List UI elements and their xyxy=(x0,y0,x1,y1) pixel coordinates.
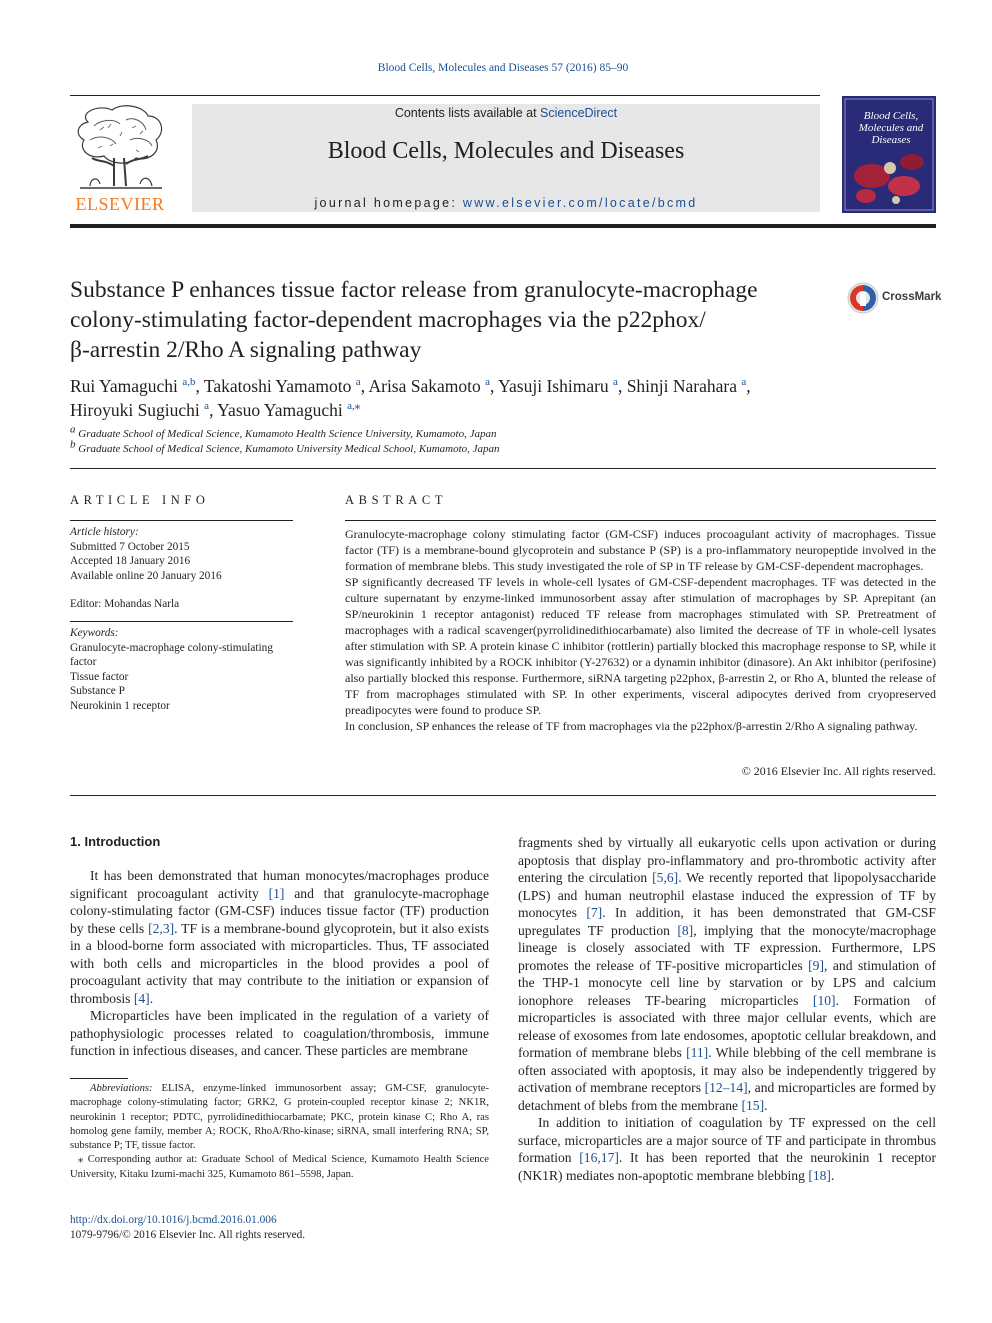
body-text: . Formation of microparticles is associated with three major cellular events, which are release of exosomes from late endosomes, apoptotic cellular breakdown, and formation of membrane blebs xyxy=(518,992,936,1060)
history-label: Article history: xyxy=(70,526,139,538)
reference-link[interactable]: [5,6] xyxy=(652,870,679,885)
history-submitted: Submitted 7 October 2015 xyxy=(70,540,190,553)
history-accepted: Accepted 18 January 2016 xyxy=(70,555,191,567)
body-text: . TF is a membrane-bound glycoprotein, but it also exists in a blood-borne form associated with microparticles. Thus, TF associated with both cells and microparticles in the blood provides a pool of procoagulant activity that may contribute to the initiation or expansion of thrombosis xyxy=(70,920,489,1006)
abstract-paragraph: In conclusion, SP enhances the release of TF from macrophages via the p22phox/β-arrestin 2/Rho A signaling pathway. xyxy=(345,719,918,733)
author[interactable]: Shinji Narahara $^a$, xyxy=(626,376,751,396)
body-text: . xyxy=(764,1097,768,1113)
reference-link[interactable]: [8] xyxy=(677,922,694,938)
author[interactable]: Rui Yamaguchi $^{a,b}$, xyxy=(70,376,204,396)
body-paragraph xyxy=(70,1007,489,1060)
editor: Editor: Mohandas Narla xyxy=(70,598,180,610)
abstract-paragraph: Granulocyte-macrophage colony stimulating factor (GM-CSF) induces procoagulant activity of macrophages. Tissue factor (TF) is a membrane-bound glycoprotein and substance P (SP) is a pro-inflammatory neuropeptide involved in the formation of membrane blebs. This study investigated the role of SP in TF release by GM-CSF-dependent macrophages. xyxy=(345,527,936,573)
article-title-line-2: colony-stimulating factor-dependent macrophages via the p22phox/ xyxy=(70,307,706,333)
abstract-heading: ABSTRACT xyxy=(345,493,448,507)
body-text: . It has been reported that the neurokinin 1 receptor (NK1R) mediates non-apoptotic membrane blebbing xyxy=(518,1150,936,1183)
body-text: . We recently reported that lipopolysaccharide (LPS) and human neutrophil elastase induced the expression of TF by monocytes xyxy=(518,870,936,920)
divider xyxy=(70,520,293,521)
body-text: . xyxy=(149,990,154,1006)
author[interactable]: Arisa Sakamoto $^a$, xyxy=(368,376,499,396)
reference-link[interactable]: [16,17] xyxy=(579,1150,619,1165)
keyword: Granulocyte-macrophage colony-stimulating xyxy=(70,641,273,654)
body-text: fragments shed by virtually all eukaryotic cells upon activation or during apoptosis that display pro-inflammatory and pro-thrombotic activity after entering the circulation xyxy=(518,835,936,885)
body-text: , and microparticles are formed by detachment of blebs from the membrane xyxy=(518,1080,936,1113)
reference-link[interactable]: [11] xyxy=(686,1045,709,1060)
reference-link[interactable]: [4] xyxy=(133,990,150,1006)
corresponding-footnote: ⁎ Corresponding author at: Graduate School of Medical Science, Kumamoto Health Science University, Kitaku Izumi-machi 325, Kumamoto 861–5598, Japan. xyxy=(70,1154,489,1180)
body-text: and that granulocyte-macrophage colony-stimulating factor (GM-CSF) induces tissue factor (TF) production by these cells xyxy=(70,885,489,936)
body-text: . In addition, it has been demonstrated that GM-CSF upregulates TF production xyxy=(518,905,936,938)
author[interactable]: Hiroyuki Sugiuchi $^a$, xyxy=(70,400,218,420)
author-list xyxy=(70,374,860,422)
cover-title: Blood Cells, Molecules and Diseases xyxy=(858,110,924,146)
reference-link[interactable]: [15] xyxy=(741,1097,765,1113)
reference-link[interactable]: [1] xyxy=(268,885,285,901)
footnotes xyxy=(70,1082,489,1182)
affiliation-a: $^a$ Graduate School of Medical Science, Kumamoto Health Science University, Kumamoto, Japan xyxy=(70,423,497,440)
article-info-heading: ARTICLE INFO xyxy=(70,493,210,507)
abstract-paragraph: SP significantly decreased TF levels in whole-cell lysates of GM-CSF-dependent macrophages. TF was detected in the culture supernatant by enzyme-linked immunosorbent assay after stimulation of macrophages by SP. Aprepitant (an SP/neurokinin 1 receptor antagonist) reduced TF release from macrophages stimulated with SP. Pretreatment of macrophages with a radical scavenger(pyrrolidinedithiocarbamate) also limited the decrease of TF in whole-cell lysates after stimulation with SP. A protein kinase C inhibitor (rottlerin) partially blocked this macrophage response to SP, while it was significantly inhibited by a ROCK inhibitor (Y-27632) or a dynamin inhibitor (dinasore). An Akt inhibitor (perifosine) also partially blocked this response. Furthermore, siRNA targeting p22phox, β-arrestin 2, or Rho A, blunted the release of TF from macrophages stimulated with SP. In other experiments, visceral adipocytes derived from cryopreserved preadipocytes were found to produce SP. xyxy=(345,575,936,717)
author[interactable]: Yasuo Yamaguchi $^{a,⁎}$ xyxy=(217,400,361,420)
reference-link[interactable]: [2,3] xyxy=(148,920,175,936)
contents-line xyxy=(192,106,820,120)
reference-link[interactable]: [7] xyxy=(586,905,603,920)
homepage-link[interactable]: www.elsevier.com/locate/bcmd xyxy=(462,196,698,210)
author[interactable]: Takatoshi Yamamoto $^a$, xyxy=(203,376,369,396)
body-column-right xyxy=(518,834,936,1184)
reference-link[interactable]: [18] xyxy=(808,1167,831,1183)
body-column-left xyxy=(70,867,489,1060)
body-text: In addition to initiation of coagulation by TF expressed on the cell surface, microparticles are a major source of TF and participate in thrombus formation xyxy=(518,1115,936,1165)
doi-link[interactable]: http://dx.doi.org/10.1016/j.bcmd.2016.01.006 xyxy=(70,1214,277,1226)
body-text: . While blebbing of the cell membrane is often associated with apoptosis, it may also be independently triggered by activation of membrane receptors xyxy=(518,1045,936,1095)
body-text: . xyxy=(830,1167,835,1183)
abbreviations-footnote: Abbreviations: ELISA, enzyme-linked immunosorbent assay; GM-CSF, granulocyte-macrophage colony-stimulating factor; GRK2, G protein-coupled receptor kinase 2; NK1R, neurokinin 1 receptor; PDTC, pyrrolidinedithiocarbamate; PKC, protein kinase C; Rho A, ras homolog gene family, member A; ROCK, RhoA/Rho-kinase; siRNA, small interfering RNA; SP, substance P; TF, tissue factor. xyxy=(70,1083,489,1152)
header-top-line xyxy=(70,95,820,96)
body-text: , implying that the monocyte/macrophage lineage is closely associated with TF expression. Furthermore, LPS promotes the release of TF-positive microparticles xyxy=(518,922,936,973)
divider xyxy=(70,795,936,796)
body-text: It has been demonstrated that human monocytes/macrophages produce significant procoagulant activity xyxy=(70,868,489,901)
elsevier-wordmark: ELSEVIER xyxy=(75,194,165,214)
article-title xyxy=(70,275,830,365)
journal-homepage xyxy=(192,196,820,210)
divider xyxy=(70,468,936,469)
article-title-line-3: β-arrestin 2/Rho A signaling pathway xyxy=(70,337,422,363)
body-text: Microparticles have been implicated in the regulation of a variety of pathophysiologic processes related to coagulation/thrombosis, immune function in infectious diseases, and cancer. These particles are membrane xyxy=(70,1008,489,1058)
keyword: Neurokinin 1 receptor xyxy=(70,699,170,712)
history-online: Available online 20 January 2016 xyxy=(70,569,222,582)
homepage-prefix: journal homepage: xyxy=(314,196,463,210)
sciencedirect-link[interactable]: ScienceDirect xyxy=(540,106,618,120)
keyword: Substance P xyxy=(70,685,125,697)
keywords-label: Keywords: xyxy=(70,627,119,639)
reference-link[interactable]: [12–14] xyxy=(704,1080,748,1095)
body-paragraph xyxy=(518,1114,936,1184)
body-paragraph xyxy=(518,834,936,1114)
keyword: factor xyxy=(70,656,97,668)
journal-citation[interactable]: Blood Cells, Molecules and Diseases 57 (2016) 85–90 xyxy=(377,62,629,74)
divider xyxy=(345,520,936,521)
header-rule xyxy=(70,224,936,228)
body-paragraph xyxy=(70,867,489,1007)
footnote-rule xyxy=(70,1078,128,1079)
section-heading-introduction: 1. Introduction xyxy=(70,834,161,849)
corresponding-author-mark[interactable]: ⁎ xyxy=(354,400,361,413)
author[interactable]: Yasuji Ishimaru $^a$, xyxy=(498,376,627,396)
body-text: , and stimulation of the THP-1 monocyte cell line by starvation or by LPS and calcium ionophore releases TF-bearing microparticles xyxy=(518,957,936,1008)
abstract-copyright: © 2016 Elsevier Inc. All rights reserved. xyxy=(741,764,936,778)
divider xyxy=(70,621,293,622)
reference-link[interactable]: [9] xyxy=(808,957,824,973)
journal-title: Blood Cells, Molecules and Diseases xyxy=(327,138,685,164)
journal-cover-thumbnail[interactable] xyxy=(842,96,936,213)
reference-link[interactable]: [10] xyxy=(812,992,836,1008)
issn-copyright: 1079-9796/© 2016 Elsevier Inc. All rights reserved. xyxy=(70,1229,306,1241)
crossmark-label[interactable]: CrossMark xyxy=(882,291,942,303)
article-title-line-1: Substance P enhances tissue factor release from granulocyte-macrophage xyxy=(70,277,758,303)
abstract-body xyxy=(345,526,936,734)
affiliation-b: $^b$ Graduate School of Medical Science, Kumamoto University Medical School, Kumamoto, Japan xyxy=(70,438,500,455)
contents-prefix: Contents lists available at xyxy=(394,106,541,120)
keyword: Tissue factor xyxy=(70,670,129,683)
